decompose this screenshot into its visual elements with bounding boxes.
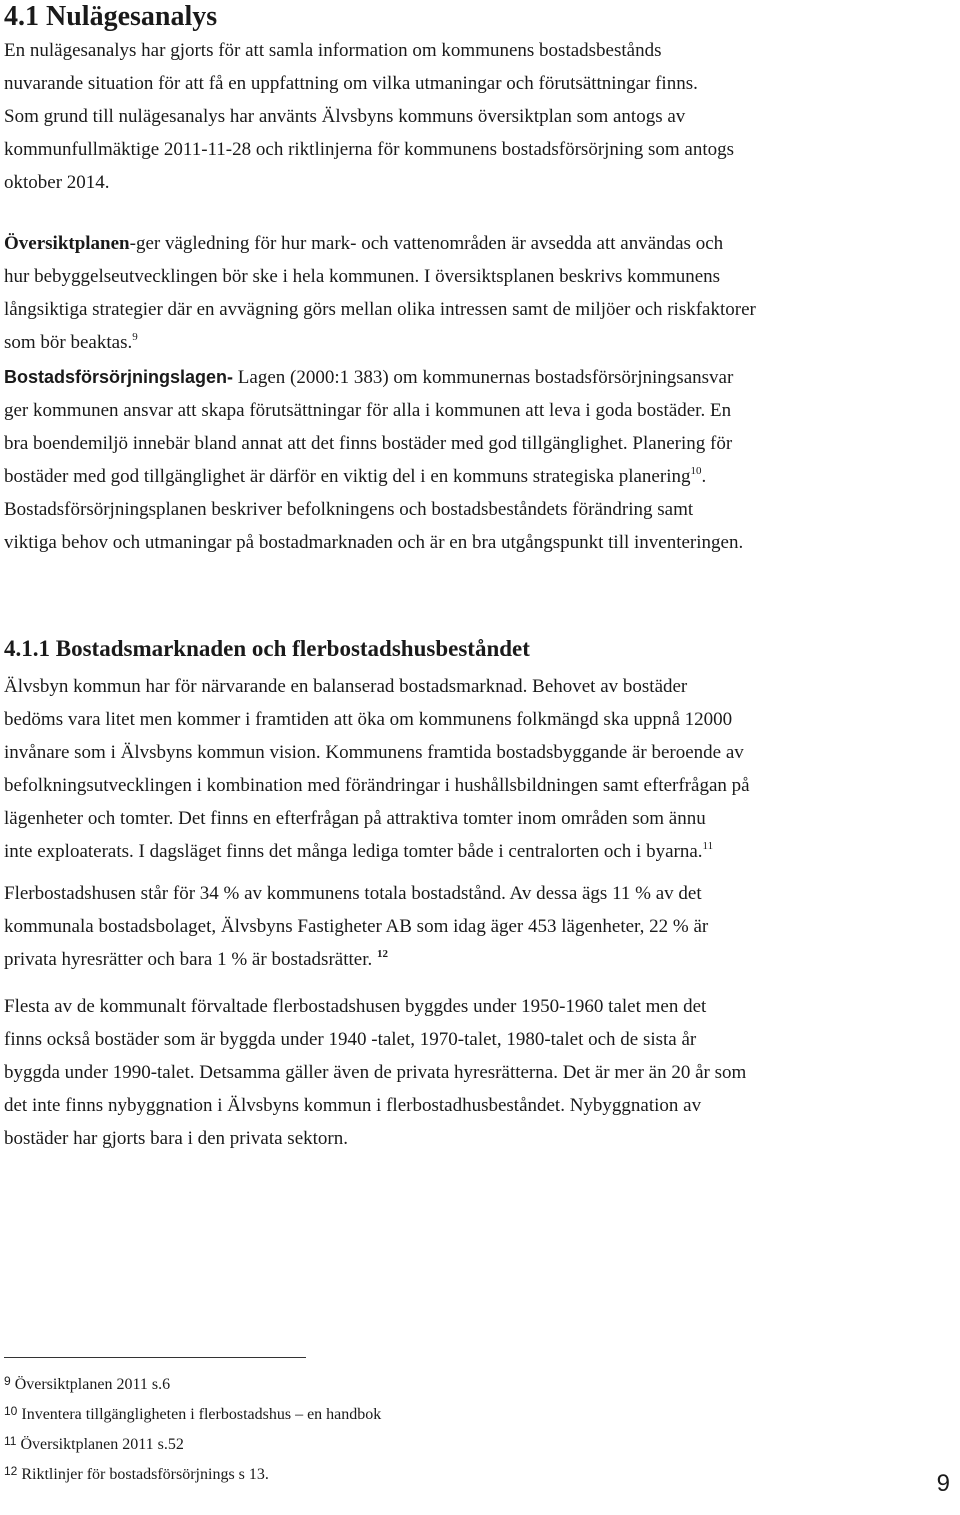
- lagen-term: Bostadsförsörjningslagen-: [4, 367, 234, 387]
- footnote-ref: 9: [132, 331, 138, 343]
- text-line: ger kommunen ansvar att skapa förutsättningar för alla i kommunen att leva i goda bostäder. En: [4, 400, 732, 421]
- text-line: bostäder har gjorts bara i den privata sektorn.: [4, 1128, 348, 1149]
- footnote-number: 12: [4, 1464, 18, 1478]
- text-line: oktober 2014.: [4, 172, 110, 193]
- text-line: nuvarande situation för att få en uppfattning om vilka utmaningar och förutsättningar finns.: [4, 73, 698, 94]
- footnote-divider: [4, 1357, 306, 1358]
- footnote-text: Inventera tillgängligheten i flerbostadshus – en handbok: [21, 1406, 382, 1423]
- text-line: hur bebyggelseutvecklingen bör ske i hela kommunen. I översiktsplanen beskrivs kommunens: [4, 266, 721, 287]
- text-line: Bostadsförsörjningsplanen beskriver befolkningens och bostadsbeståndets förändring samt: [4, 499, 694, 520]
- footnote: [4, 1458, 381, 1488]
- oversiktplanen-term: Översiktplanen: [4, 233, 130, 254]
- text-line: En nulägesanalys har gjorts för att samla information om kommunens bostadsbestånds: [4, 40, 662, 61]
- flerbostadshus-paragraph: Flerbostadshusen står för 34 % av kommunens totala bostadstånd. Av dessa ägs 11 % av det kommunala bostadsbolaget, Älvsbyns Fastigheter AB som idag äger 453 lägenheter, 22 % är privata hyresrätter och bara 1 % är bostadsrätter. $^{12}$: [4, 877, 960, 976]
- footnote-number: 9: [4, 1374, 11, 1388]
- footnote-ref: 12: [376, 948, 388, 960]
- text-line: byggda under 1990-talet. Detsamma gäller även de privata hyresrätterna. Det är mer än 20 år som: [4, 1062, 747, 1083]
- section-heading: 4.1 Nulägesanalys: [4, 1, 218, 32]
- text-line: bra boendemiljö innebär bland annat att det finns bostäder med god tillgänglighet. Planering för: [4, 433, 733, 454]
- text-line: Flesta av de kommunalt förvaltade flerbostadshusen byggdes under 1950-1960 talet men det: [4, 996, 707, 1017]
- footnote-text: Översiktplanen 2011 s.6: [14, 1376, 171, 1393]
- text-line: Som grund till nulägesanalys har använts Älvsbyns kommuns översiktplan som antogs av: [4, 106, 686, 127]
- footnote-ref: 11: [702, 840, 714, 852]
- intro-paragraph: [4, 34, 960, 199]
- footnote: [4, 1398, 381, 1428]
- text-line: kommunala bostadsbolaget, Älvsbyns Fastigheter AB som idag äger 453 lägenheter, 22 % är: [4, 916, 709, 937]
- text-line: Älvsbyn kommun har för närvarande en balanserad bostadsmarknad. Behovet av bostäder: [4, 676, 688, 697]
- text-line: bedöms vara litet men kommer i framtiden att öka om kommunens folkmängd ska uppnå 12000: [4, 709, 733, 730]
- bostadsforsorjningslagen-paragraph: Bostadsförsörjningslagen- Lagen (2000:1 383) om kommunernas bostadsförsörjningsansvar ger kommunen ansvar att skapa förutsättningar för alla i kommunen att leva i goda bostäder. En bra boendemiljö innebär bland annat att det finns bostäder med god tillgänglighet. Planering för bostäder med god tillgänglighet är därför en viktig del i en kommuns strategiska planering$^{10}$. Bostadsförsörjningsplanen beskriver befolkningens och bostadsbeståndets förändring samt viktiga behov och utmaningar på bostadmarknaden och är en bra utgångspunkt till inventeringen.: [4, 361, 960, 559]
- text-line: invånare som i Älvsbyns kommun vision. Kommunens framtida bostadsbyggande är beroende av: [4, 742, 744, 763]
- footnotes: [4, 1368, 381, 1488]
- subsection-heading: 4.1.1 Bostadsmarknaden och flerbostadshusbeståndet: [4, 636, 530, 661]
- footnote-number: 11: [4, 1434, 17, 1448]
- text-line: befolkningsutvecklingen i kombination med förändringar i hushållsbildningen samt efterfrågan på: [4, 775, 750, 796]
- text-line: långsiktiga strategier där en avvägning görs mellan olika intressen samt de miljöer och riskfaktorer: [4, 299, 756, 320]
- footnote: [4, 1368, 381, 1398]
- text-line: kommunfullmäktige 2011-11-28 och riktlinjerna för kommunens bostadsförsörjning som antogs: [4, 139, 734, 160]
- text-line: finns också bostäder som är byggda under 1940 -talet, 1970-talet, 1980-talet och de sista år: [4, 1029, 697, 1050]
- text-line: Flerbostadshusen står för 34 % av kommunens totala bostadstånd. Av dessa ägs 11 % av det: [4, 883, 702, 904]
- footnote-text: Översiktplanen 2011 s.52: [20, 1436, 184, 1453]
- bostadsmarknad-paragraph: Älvsbyn kommun har för närvarande en balanserad bostadsmarknad. Behovet av bostäder bedöms vara litet men kommer i framtiden att öka om kommunens folkmängd ska uppnå 12000 invånare som i Älvsbyns kommun vision. Kommunens framtida bostadsbyggande är beroende av befolkningsutvecklingen i kombination med förändringar i hushållsbildningen samt efterfrågan på lägenheter och tomter. Det finns en efterfrågan på attraktiva tomter inom områden som ännu inte exploaterats. I dagsläget finns det många lediga tomter både i centralorten och i byarna.$^{11}$: [4, 670, 960, 868]
- text-line: viktiga behov och utmaningar på bostadmarknaden och är en bra utgångspunkt till inventeringen.: [4, 532, 744, 553]
- text-line: lägenheter och tomter. Det finns en efterfrågan på attraktiva tomter inom områden som ännu: [4, 808, 706, 829]
- page-number: 9: [936, 1470, 950, 1497]
- footnote-number: 10: [4, 1404, 18, 1418]
- footnote: [4, 1428, 381, 1458]
- text-line: det inte finns nybyggnation i Älvsbyns kommun i flerbostadhusbeståndet. Nybyggnation av: [4, 1095, 702, 1116]
- footnote-text: Riktlinjer för bostadsförsörjnings s 13.: [21, 1466, 269, 1483]
- byggnadsar-paragraph: [4, 990, 960, 1155]
- oversiktplanen-paragraph: Översiktplanen-ger vägledning för hur mark- och vattenområden är avsedda att användas och hur bebyggelseutvecklingen bör ske i hela kommunen. I översiktsplanen beskrivs kommunens långsiktiga strategier där en avvägning görs mellan olika intressen samt de miljöer och riskfaktorer som bör beaktas.$^9$: [4, 227, 960, 359]
- footnote-ref: 10: [690, 465, 702, 477]
